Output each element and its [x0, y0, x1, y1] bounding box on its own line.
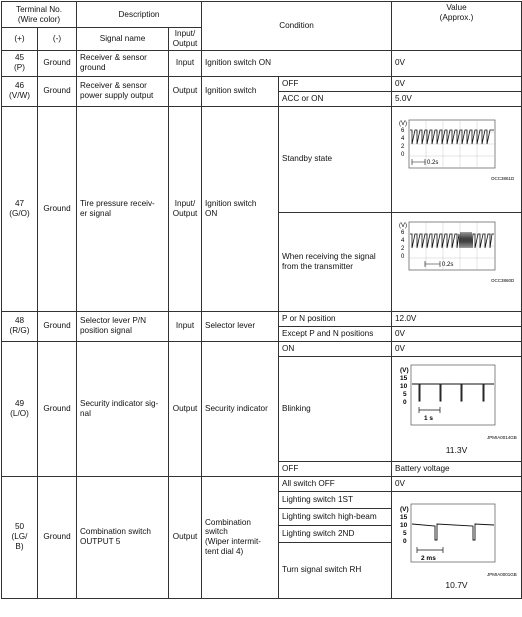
signal-cell: Receiver & sensor ground	[77, 50, 169, 76]
terminal-cell: 47 (G/O)	[2, 106, 38, 311]
figure-code: OCC3860D	[491, 278, 515, 284]
time-scale-marker	[412, 159, 425, 165]
figure-code: OCC3861D	[491, 175, 515, 181]
io-cell: Output	[169, 341, 202, 476]
waveform-standby	[395, 118, 519, 198]
ground-cell: Ground	[38, 50, 77, 76]
value-cell: Battery voltage	[392, 461, 522, 476]
io-cell: Output	[169, 76, 202, 106]
value-text: 11.3V	[445, 444, 468, 455]
value-text: 10.7V	[445, 579, 468, 590]
wave-time-label: 0.2s	[427, 159, 439, 166]
wave-ylabel: 6	[401, 127, 405, 134]
sub-condition-cell: Blinking	[279, 356, 392, 461]
figure-code: JPMIA0014GB	[486, 434, 517, 440]
value-cell: 12.0V	[392, 311, 522, 326]
value-cell: 0V	[392, 341, 522, 356]
sub-condition-cell: When receiving the signal from the transmitter	[279, 212, 392, 311]
table-row	[2, 476, 522, 491]
wave-ylabel: 4	[401, 238, 405, 245]
io-cell: Output	[169, 476, 202, 598]
waveform-cell	[392, 212, 522, 311]
sub-condition-cell: Lighting switch high-beam	[279, 508, 392, 525]
waveform-trace	[410, 232, 494, 248]
header-signal-name: Signal name	[77, 28, 169, 51]
time-scale-marker	[417, 547, 443, 553]
header-terminal: Terminal No. (Wire color)	[2, 2, 77, 28]
condition-cell: Ignition switch ON	[202, 106, 279, 311]
table-row	[2, 106, 522, 212]
terminal-cell: 48 (R/G)	[2, 311, 38, 341]
waveform-receiving	[395, 220, 519, 300]
header-minus: (-)	[38, 28, 77, 51]
signal-cell: Receiver & sensor power supply output	[77, 76, 169, 106]
wave-ylabel: (V)	[399, 366, 409, 374]
time-scale-marker	[419, 407, 440, 413]
figure-code: JPMIA0001GB	[486, 571, 517, 577]
sub-condition-cell: ACC or ON	[279, 91, 392, 106]
wave-ylabel: 4	[401, 135, 405, 142]
ground-cell: Ground	[38, 476, 77, 598]
value-cell: 0V	[392, 50, 522, 76]
wave-ylabel: 10	[399, 382, 407, 390]
terminal-cell: 50 (LG/ B)	[2, 476, 38, 598]
io-cell: Input/ Output	[169, 106, 202, 311]
ground-cell: Ground	[38, 341, 77, 476]
waveform-cell	[392, 106, 522, 212]
wave-ylabel: 5	[402, 529, 407, 537]
ground-cell: Ground	[38, 106, 77, 311]
sub-condition-cell: P or N position	[279, 311, 392, 326]
wave-time-label: 2 ms	[420, 554, 436, 562]
wave-ylabel: 15	[399, 374, 407, 382]
header-description: Description	[77, 2, 202, 28]
sub-condition-cell: ON	[279, 341, 392, 356]
wave-time-label: 1 s	[423, 414, 433, 422]
io-cell: Input	[169, 311, 202, 341]
terminal-cell: 46 (V/W)	[2, 76, 38, 106]
wave-ylabel: 6	[401, 230, 405, 237]
header-plus: (+)	[2, 28, 38, 51]
condition-cell: Ignition switch	[202, 76, 279, 106]
condition-cell: Ignition switch ON	[202, 50, 392, 76]
header-io: Input/ Output	[169, 28, 202, 51]
wave-ylabel: (V)	[399, 505, 409, 513]
terminal-spec-table	[1, 1, 522, 599]
io-cell: Input	[169, 50, 202, 76]
wave-ylabel: 2	[401, 246, 405, 253]
waveform-cell	[392, 491, 522, 598]
waveform-combination-switch	[395, 500, 519, 580]
wave-ylabel: (V)	[399, 223, 407, 230]
wave-ylabel: 0	[401, 151, 405, 158]
header-condition: Condition	[202, 2, 392, 51]
value-cell: 0V	[392, 326, 522, 341]
wave-time-label: 0.2s	[442, 262, 454, 269]
table-row	[2, 341, 522, 356]
wave-ylabel: 0	[402, 537, 407, 545]
value-cell: 0V	[392, 76, 522, 91]
waveform-trace	[412, 524, 494, 540]
wave-ylabel: 0	[401, 254, 405, 261]
waveform-cell	[392, 356, 522, 461]
signal-cell: Selector lever P/N position signal	[77, 311, 169, 341]
ground-cell: Ground	[38, 311, 77, 341]
sub-condition-cell: Standby state	[279, 106, 392, 212]
terminal-cell: 49 (L/O)	[2, 341, 38, 476]
ground-cell: Ground	[38, 76, 77, 106]
wave-ylabel: (V)	[399, 120, 407, 127]
signal-cell: Tire pressure receiv- er signal	[77, 106, 169, 311]
terminal-cell: 45 (P)	[2, 50, 38, 76]
waveform-trace	[412, 384, 494, 401]
sub-condition-cell: Lighting switch 1ST	[279, 491, 392, 508]
waveform-security-indicator	[395, 363, 519, 445]
sub-condition-cell: OFF	[279, 461, 392, 476]
sub-condition-cell: OFF	[279, 76, 392, 91]
wave-ylabel: 0	[402, 398, 407, 406]
header-value: Value (Approx.)	[392, 2, 522, 51]
sub-condition-cell: Turn signal switch RH	[279, 542, 392, 598]
table-row	[2, 50, 522, 76]
wave-ylabel: 2	[401, 143, 405, 150]
sub-condition-cell: Lighting switch 2ND	[279, 525, 392, 542]
sub-condition-cell: Except P and N positions	[279, 326, 392, 341]
signal-cell: Security indicator sig- nal	[77, 341, 169, 476]
condition-cell: Security indicator	[202, 341, 279, 476]
condition-cell: Selector lever	[202, 311, 279, 341]
wave-ylabel: 10	[399, 521, 407, 529]
wave-ylabel: 15	[399, 513, 407, 521]
header-row-1	[2, 2, 522, 28]
signal-cell: Combination switch OUTPUT 5	[77, 476, 169, 598]
sub-condition-cell: All switch OFF	[279, 476, 392, 491]
value-cell: 5.0V	[392, 91, 522, 106]
table-row	[2, 311, 522, 326]
wave-ylabel: 5	[402, 390, 407, 398]
table-row	[2, 76, 522, 91]
time-scale-marker	[425, 261, 440, 267]
condition-cell: Combination switch (Wiper intermit- tent dial 4)	[202, 476, 279, 598]
value-cell: 0V	[392, 476, 522, 491]
